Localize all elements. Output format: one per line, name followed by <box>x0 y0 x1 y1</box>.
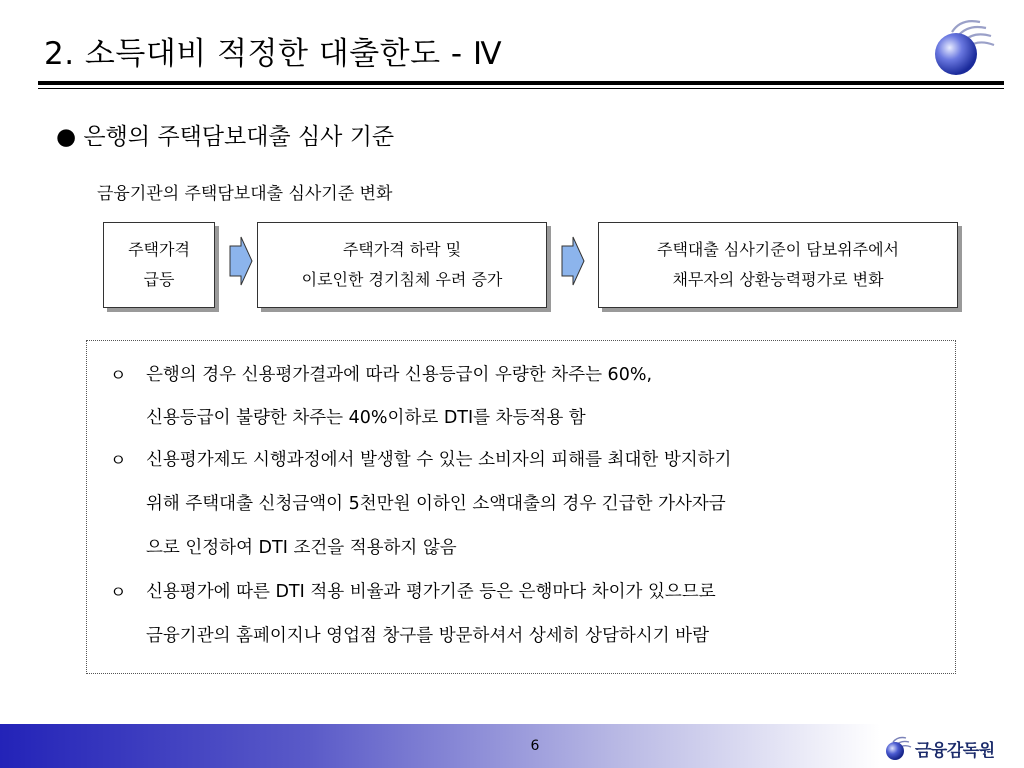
logo-sphere-icon <box>928 14 998 80</box>
slide-title: 2. 소득대비 적정한 대출한도 - Ⅳ <box>44 36 503 72</box>
flow-box-1 <box>103 222 215 308</box>
info-line-5: 으로 인정하여 DTI 조건을 적용하지 않음 <box>146 538 457 558</box>
bullet-1-icon: ㅇ <box>110 366 127 386</box>
info-line-3: 신용평가제도 시행과정에서 발생할 수 있는 소비자의 피해를 최대한 방지하기 <box>146 450 732 470</box>
flow-box-2 <box>257 222 547 308</box>
title-divider-thick <box>38 81 1004 85</box>
page-number: 6 <box>530 738 540 754</box>
flow-subheading: 금융기관의 주택담보대출 심사기준 변화 <box>97 184 393 204</box>
flow-arrow-1-icon <box>229 236 253 286</box>
footer-bar <box>0 724 880 768</box>
footer-logo <box>884 734 1014 762</box>
fss-logo-icon <box>884 735 912 761</box>
flow-box-3-line-1: 주택대출 심사기준이 담보위주에서 <box>656 240 899 259</box>
flow-box-3 <box>598 222 958 308</box>
flow-box-2-line-2: 이로인한 경기침체 우려 증가 <box>301 270 503 289</box>
flow-box-1-line-1: 주택가격 <box>128 240 190 259</box>
flow-box-3-line-2: 채무자의 상환능력평가로 변화 <box>672 270 884 289</box>
info-line-2: 신용등급이 불량한 차주는 40%이하로 DTI를 차등적용 함 <box>146 408 586 428</box>
flow-box-1-line-2: 급등 <box>143 270 175 289</box>
bullet-2-icon: ㅇ <box>110 451 127 471</box>
info-line-1: 은행의 경우 신용평가결과에 따라 신용등급이 우량한 차주는 60%, <box>146 365 653 385</box>
footer-org-name: 금융감독원 <box>915 740 995 761</box>
info-line-4: 위해 주택대출 신청금액이 5천만원 이하인 소액대출의 경우 긴급한 가사자금 <box>146 494 726 514</box>
flow-arrow-2-icon <box>561 236 585 286</box>
info-line-6: 신용평가에 따른 DTI 적용 비율과 평가기준 등은 은행마다 차이가 있으므로 <box>146 582 716 602</box>
section-heading: ● 은행의 주택담보대출 심사 기준 <box>56 124 395 150</box>
info-line-7: 금융기관의 홈페이지나 영업점 창구를 방문하셔서 상세히 상담하시기 바람 <box>146 626 709 646</box>
title-divider-thin <box>38 88 1004 89</box>
bullet-3-icon: ㅇ <box>110 583 127 603</box>
flow-box-2-line-1: 주택가격 하락 및 <box>342 240 462 259</box>
